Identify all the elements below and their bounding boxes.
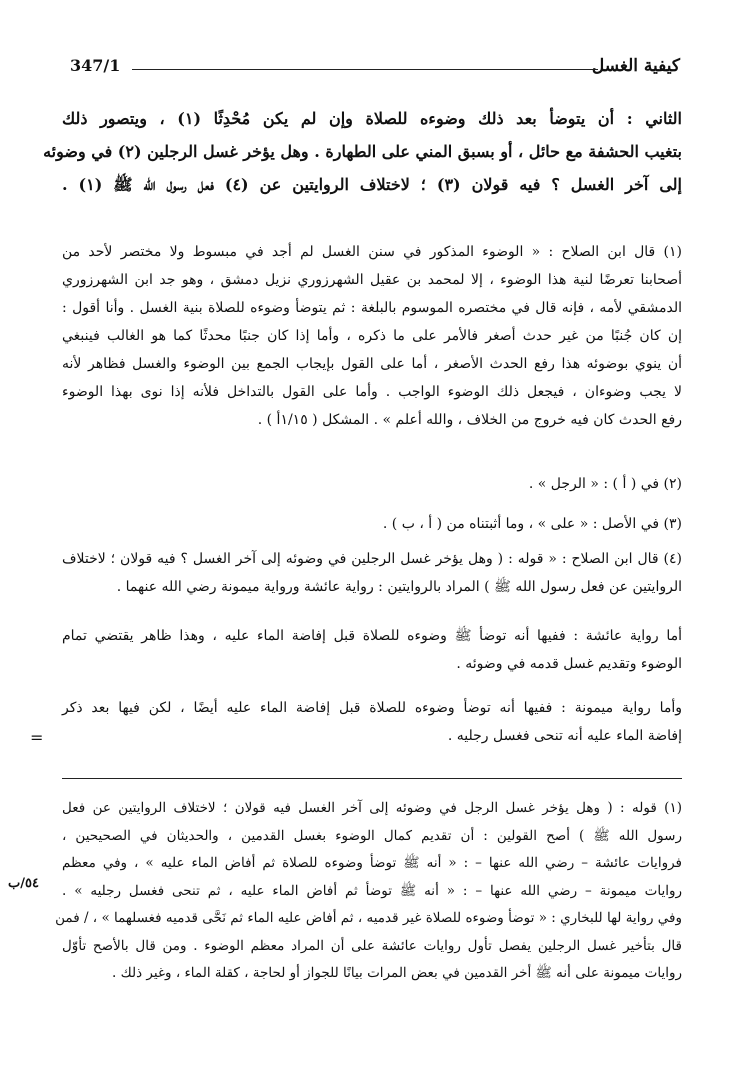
- footnote-line: فروايات عائشة – رضي الله عنها – : « أنه ﷺ توضأ وضوءه للصلاة ثم أفاض الماء عليه » ، وفي معظم: [62, 855, 682, 871]
- footnote-line: روايات ميمونة على أنه ﷺ أخر القدمين في بعض المرات بيانًا للجواز أو لحاجة ، كقلة الماء ، وغير ذلك .: [112, 965, 682, 981]
- note-1: [62, 238, 682, 434]
- footnote-line: (١) قوله : ( وهل يؤخر غسل الرجل في وضوئه إلى آخر الغسل فيه قولان ؛ لاختلاف الروايتين عن فعل: [62, 800, 682, 816]
- footnote-line: قال بتأخير غسل الرجلين يفصل تأول روايات عائشة على أن المراد معظم الوضوء . ومن قال بالأصح تأوّل: [62, 937, 682, 954]
- chapter-title: كيفية الغسل: [591, 56, 680, 76]
- main-line-3: إلى آخر الغسل ؟ فيه قولان (٣) ؛ لاختلاف الروايتين عن (٤) فعل رسول الله ﷺ (١) .: [62, 175, 682, 194]
- main-line-2: بتغيب الحشفة مع حائل ، أو بسبق المني على الطهارة . وهل يؤخر غسل الرجلين (٢) في وضوئه: [43, 142, 682, 161]
- footnote-line: وفي رواية لها للبخاري : « توضأ وضوءه للصلاة غير قدميه ، ثم أفاض عليه الماء ثم نَحَّى قدميه فغسلهما » ، / فمن: [55, 910, 682, 926]
- page-number: 347/1: [70, 56, 121, 75]
- note-2: [62, 470, 682, 498]
- note-6-line: وأما رواية ميمونة : ففيها أنه توضأ وضوءه للصلاة قبل إفاضة الماء عليه أيضًا ، لكن فيها بعد ذكر: [62, 700, 682, 716]
- note-aisha-paragraph: [62, 622, 682, 678]
- note-5-line: أما رواية عائشة : ففيها أنه توضأ ﷺ وضوءه للصلاة قبل إفاضة الماء عليه ، وهذا ظاهر يقتضي تمام: [62, 628, 682, 644]
- note-1-line: أن ينوي بوضوئه هذا رفع الحدث الأصغر ، أما على القول بإيجاب الجمع بين الوضوء والغسل فظاهر لأنه: [62, 356, 682, 372]
- note-1-line: رفع الحدث كان فيه خروج من الخلاف ، والله أعلم » . المشكل ( ١/١٥أ ) .: [257, 412, 682, 428]
- note-4: [62, 545, 682, 601]
- note-1-line: أصحابنا تعرضًا لنية هذا الوضوء ، إلا لمحمد بن عقيل الشهرزوري نزيل دمشق ، وهو جد ابن الشهرزوري: [62, 272, 682, 288]
- note-5-line: الوضوء وتقديم غسل قدمه في وضوئه .: [456, 656, 682, 672]
- manuscript-folio-ref: ٥٤/ب: [8, 876, 39, 891]
- note-6-line: إفاضة الماء عليه أنه تنحى فغسل رجليه .: [447, 728, 682, 744]
- note-1-line: لا يجب وضوءان ، فيجعل ذلك الوضوء الواجب . وأما على القول بالتداخل فلأنه إذا نوى بهذا الوضوء: [62, 384, 682, 400]
- note-1-line: (١) قال ابن الصلاح : « الوضوء المذكور في سنن الغسل لم أجد في مبسوط ولا مختصر لأحد من: [62, 244, 682, 260]
- footnote-separator: [62, 778, 682, 779]
- footnote: [55, 795, 682, 988]
- note-2-line: (٢) في ( أ ) : « الرجل » .: [528, 476, 682, 492]
- continuation-mark: =: [30, 728, 44, 747]
- header-rule: [132, 69, 598, 70]
- main-text: [43, 102, 683, 201]
- main-line-1: الثاني : أن يتوضأ بعد ذلك وضوءه للصلاة وإن لم يكن مُحْدِثًا (١) ، ويتصور ذلك: [62, 109, 683, 128]
- note-4-line: الروايتين عن فعل رسول الله ﷺ ) المراد بالروايتين : رواية عائشة ورواية ميمونة رضي الله عنهما .: [116, 579, 682, 595]
- note-1-line: الدمشقي لأمه ، فإنه قال في مختصره الموسوم بالبلغة : ثم يتوضأ وضوءه للصلاة بنية الغسل . وأنا أقول :: [62, 300, 682, 316]
- running-header: [70, 56, 680, 82]
- footnote-line: رسول الله ﷺ ) أصح القولين : أن تقديم كمال الوضوء بغسل القدمين ، والحديثان في الصحيحين ،: [62, 827, 682, 844]
- note-1-line: إن كان جُنبًا من غير حدث أصغر فالأمر على ما ذكره ، وأما إذا كان جنبًا محدثًا كما هو الغالب فينبغي: [62, 328, 683, 344]
- footnote-line: روايات ميمونة – رضي الله عنها – : « أنه ﷺ توضأ ثم أفاض الماء عليه ، ثم تنحى فغسل رجليه » .: [62, 882, 682, 899]
- note-maimuna-paragraph: [62, 694, 682, 750]
- note-3-line: (٣) في الأصل : « على » ، وما أثبتناه من ( أ ، ب ) .: [382, 516, 682, 532]
- note-4-line: (٤) قال ابن الصلاح : « قوله : ( وهل يؤخر غسل الرجلين في وضوئه إلى آخر الغسل ؟ فيه قولان ؛ لاختلاف: [62, 551, 682, 567]
- note-3: [62, 510, 682, 538]
